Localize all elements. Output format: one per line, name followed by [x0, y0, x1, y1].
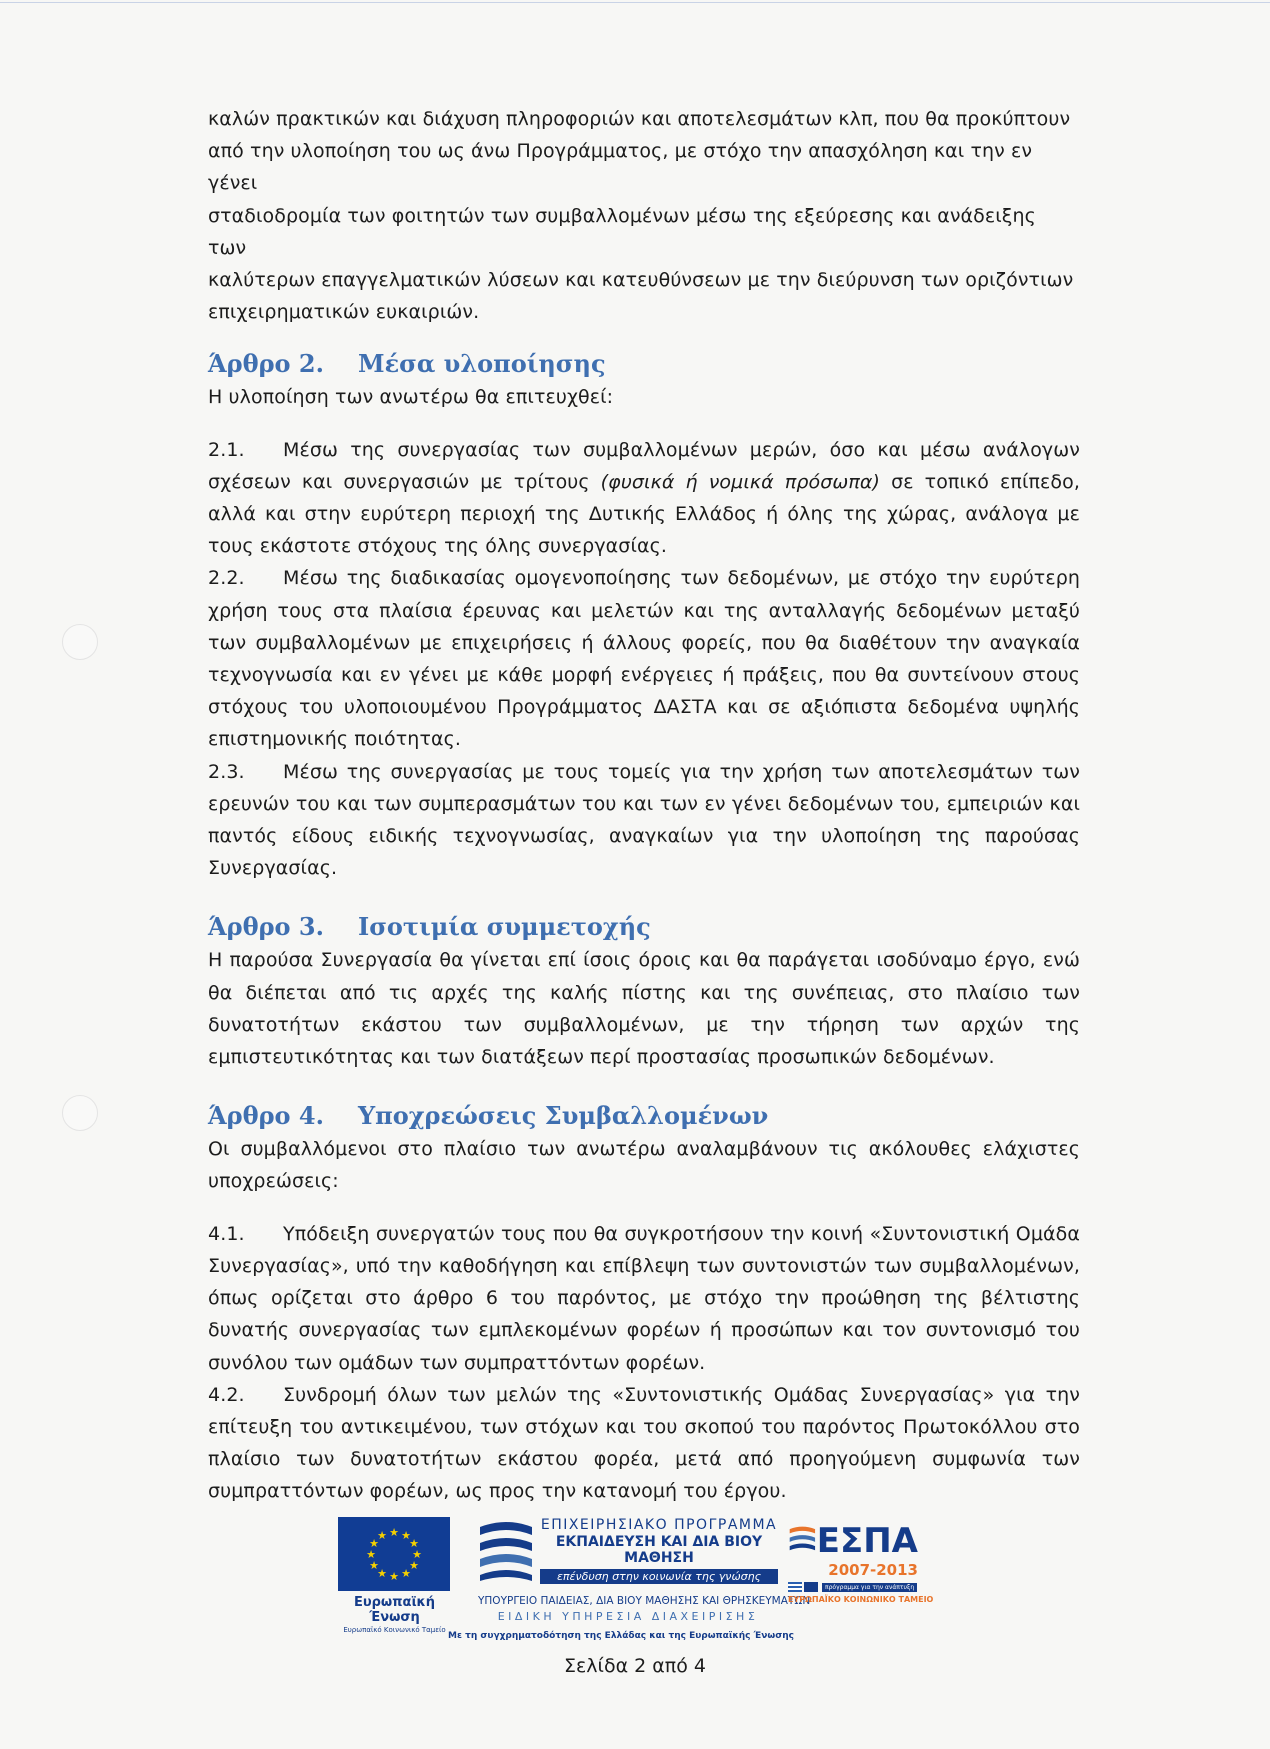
- intro-line: από την υλοποίηση του ως άνω Προγράμματος, με στόχο την απασχόληση και την εν γένει: [208, 140, 1033, 195]
- article-2-lead: Η υλοποίηση των ανωτέρω θα επιτευχθεί:: [208, 386, 614, 409]
- svg-text:★: ★: [409, 1537, 419, 1550]
- svg-text:★: ★: [409, 1559, 419, 1572]
- intro-line: σταδιοδρομία των φοιτητών των συμβαλλομένων μέσω της εξεύρεσης και ανάδειξης των: [208, 204, 1036, 259]
- cofunding-note: Με τη συγχρηματοδότηση της Ελλάδας και της Ευρωπαϊκής Ένωσης: [448, 1631, 794, 1641]
- eu-flag-small-icon: [804, 1582, 818, 1592]
- clause-number: 2.1.: [208, 438, 245, 461]
- espa-wordmark: ΕΣΠΑ: [816, 1521, 918, 1561]
- espa-years: 2007-2013: [828, 1561, 918, 1579]
- article-3-number: Άρθρο 3.: [208, 912, 324, 942]
- eu-flag-icon: [338, 1517, 450, 1591]
- espa-waves-icon: [788, 1519, 817, 1563]
- svg-text:★: ★: [377, 1529, 387, 1542]
- intro-line: καλύτερων επαγγελματικών λύσεων και κατευθύνσεων με την διεύρυνση των οριζόντιων: [208, 269, 1074, 292]
- managing-authority: ΕΙΔΙΚΗ ΥΠΗΡΕΣΙΑ ΔΙΑΧΕΙΡΙΣΗΣ: [497, 1610, 759, 1623]
- clause-4-2: [208, 1379, 1080, 1508]
- ministry-name: ΥΠΟΥΡΓΕΙΟ ΠΑΙΔΕΙΑΣ, ΔΙΑ ΒΙΟΥ ΜΑΘΗΣΗΣ ΚΑΙ ΘΡΗΣΚΕΥΜΑΤΩΝ: [478, 1595, 811, 1607]
- op-slogan: επένδυση στην κοινωνία της γνώσης: [540, 1569, 778, 1584]
- espa-fund: ΕΥΡΩΠΑΪΚΟ ΚΟΙΝΩΝΙΚΟ ΤΑΜΕΙΟ: [788, 1595, 934, 1604]
- intro-paragraph: [208, 103, 1080, 328]
- espa-slogan: πρόγραμμα για την ανάπτυξη: [822, 1583, 917, 1592]
- svg-text:★: ★: [389, 1570, 399, 1583]
- clause-text: Υπόδειξη συνεργατών τους που θα συγκροτήσουν την κοινή «Συντονιστική Ομάδα Συνεργασίας», υπό την καθοδήγηση και επίβλεψη των συντονιστών των συμβαλλομένων, όπως ορίζεται στο άρθρο 6 του παρόντος, με στόχο την προώθηση της βέλτιστης δυνατής συνεργασίας των εμπλεκομένων φορέων ή προσώπων και τον συντονισμό του συνόλου των ομάδων των συμπραττόντων φορέων.: [208, 1222, 1080, 1374]
- greek-flag-icon: [788, 1582, 802, 1592]
- op-title: ΕΠΙΧΕΙΡΗΣΙΑΚΟ ΠΡΟΓΡΑΜΜΑ: [540, 1517, 778, 1533]
- svg-text:★: ★: [389, 1526, 399, 1539]
- espa-logo: [788, 1519, 934, 1604]
- operational-programme-logo: [448, 1517, 811, 1641]
- punch-hole-bottom: [62, 1095, 98, 1131]
- article-2-title: Μέσα υλοποίησης: [358, 349, 606, 379]
- clause-text: Μέσω της συνεργασίας των συμβαλλομένων μερών, όσο και μέσω ανάλογων σχέσεων και συνεργασιών με τρίτους: [208, 438, 1080, 493]
- article-4-title: Υποχρεώσεις Συμβαλλομένων: [358, 1101, 769, 1131]
- article-4-number: Άρθρο 4.: [208, 1101, 324, 1131]
- page-number: Σελίδα 2 από 4: [564, 1655, 706, 1677]
- article-2-heading: [208, 347, 1080, 381]
- document-body: [208, 103, 1080, 1508]
- clause-2-1: [208, 434, 1080, 563]
- svg-text:★: ★: [401, 1529, 411, 1542]
- clause-number: 4.2.: [208, 1383, 245, 1406]
- eu-logo: [338, 1517, 451, 1634]
- intro-line: επιχειρηματικών ευκαιριών.: [208, 301, 480, 324]
- article-3-title: Ισοτιμία συμμετοχής: [358, 912, 651, 942]
- clause-number: 2.2.: [208, 567, 245, 590]
- clause-2-3: [208, 756, 1080, 885]
- op-name: ΕΚΠΑΙΔΕΥΣΗ ΚΑΙ ΔΙΑ ΒΙΟΥ ΜΑΘΗΣΗ: [555, 1534, 763, 1566]
- book-waves-icon: [478, 1517, 534, 1587]
- eu-title: Ευρωπαϊκή Ένωση: [353, 1595, 436, 1625]
- article-3-text: Η παρούσα Συνεργασία θα γίνεται επί ίσοις όροις και θα παράγεται ισοδύναμο έργο, ενώ θα διέπεται από τις αρχές της καλής πίστης και της συνέπειας, στο πλαίσιο των δυνατοτήτων εκάστου των συμβαλλομένων, με την τήρηση των αρχών της εμπιστευτικότητας και των διατάξεων περί προστασίας προσωπικών δεδομένων.: [208, 949, 1080, 1069]
- clause-emphasis: (φυσικά ή νομικά πρόσωπα): [600, 470, 881, 493]
- article-4-lead: Οι συμβαλλόμενοι στο πλαίσιο των ανωτέρω αναλαμβάνουν τις ακόλουθες ελάχιστες υποχρεώσεις:: [208, 1138, 1080, 1193]
- svg-text:★: ★: [366, 1548, 376, 1561]
- clause-text: Συνδρομή όλων των μελών της «Συντονιστικής Ομάδας Συνεργασίας» για την επίτευξη του αντικειμένου, των στόχων και του σκοπού του παρόντος Πρωτοκόλλου στο πλαίσιο των δυνατοτήτων εκάστου φορέα, μετά από προηγούμενη συμφωνία των συμπραττόντων φορέων, ως προς την κατανομή του έργου.: [208, 1383, 1080, 1503]
- article-3-heading: [208, 910, 1080, 944]
- svg-text:★: ★: [377, 1567, 387, 1580]
- intro-line: καλών πρακτικών και διάχυση πληροφοριών και αποτελεσμάτων κλπ, που θα προκύπτουν: [208, 108, 1071, 130]
- clause-4-1: [208, 1218, 1080, 1379]
- clause-number: 2.3.: [208, 760, 245, 783]
- eu-stars-icon: [338, 1517, 450, 1591]
- top-rule: [0, 2, 1270, 3]
- clause-number: 4.1.: [208, 1222, 245, 1245]
- punch-hole-top: [62, 624, 98, 660]
- clause-2-2: [208, 562, 1080, 755]
- clause-text: σε τοπικό επίπεδο, αλλά και στην ευρύτερη περιοχή της Δυτικής Ελλάδος ή όλης της χώρας, ανάλογα με τους εκάστοτε στόχους της όλης συνεργασίας.: [208, 470, 1080, 558]
- svg-text:★: ★: [369, 1559, 379, 1572]
- svg-text:★: ★: [412, 1548, 422, 1561]
- article-4-heading: [208, 1099, 1080, 1133]
- article-2-number: Άρθρο 2.: [208, 349, 324, 379]
- clause-text: Μέσω της διαδικασίας ομογενοποίησης των δεδομένων, με στόχο την ευρύτερη χρήση τους στα πλαίσια έρευνας και μελετών και της ανταλλαγής δεδομένων μεταξύ των συμβαλλομένων με επιχειρήσεις ή άλλους φορείς, που θα διαθέτουν την αναγκαία τεχνογνωσία και εν γένει με κάθε μορφή ενέργειες ή πράξεις, που θα συντείνουν στους στόχους του υλοποιουμένου Προγράμματος ΔΑΣΤΑ και σε αξιόπιστα δεδομένα υψηλής επιστημονικής ποιότητας.: [208, 567, 1080, 751]
- svg-text:★: ★: [369, 1537, 379, 1550]
- clause-text: Μέσω της συνεργασίας με τους τομείς για την χρήση των αποτελεσμάτων των ερευνών του και των συμπερασμάτων του και των εν γένει δεδομένων του, εμπειριών και παντός είδους ειδικής τεχνογνωσίας, αναγκαίων για την υλοποίηση της παρούσας Συνεργασίας.: [208, 760, 1080, 880]
- eu-subtitle: Ευρωπαϊκό Κοινωνικό Ταμείο: [343, 1626, 446, 1634]
- svg-text:★: ★: [401, 1567, 411, 1580]
